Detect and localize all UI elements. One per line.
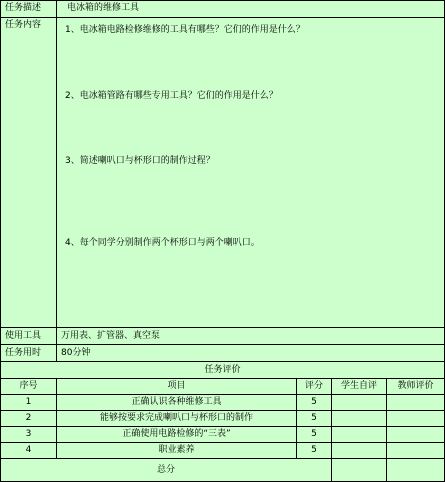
eval-header-score: 评分: [297, 379, 332, 395]
eval-row-4-score: 5: [297, 443, 332, 459]
eval-row-3-score: 5: [297, 427, 332, 443]
total-teacher: [387, 459, 445, 482]
eval-row-3-self: [332, 427, 387, 443]
eval-row-1-teacher: [387, 395, 445, 411]
eval-row-1-item: 正确认识各种维修工具: [57, 395, 297, 411]
time-label: 任务用时: [1, 345, 57, 362]
eval-row-4-no: 4: [1, 443, 57, 459]
eval-row-2-no: 2: [1, 411, 57, 427]
eval-header-self: 学生自评: [332, 379, 387, 395]
eval-row-3-item: 正确使用电路检修的“三表”: [57, 427, 297, 443]
evaluation-title: 任务评价: [1, 362, 445, 379]
eval-header-teacher: 教师评价: [387, 379, 445, 395]
tools-value: 万用表、扩管器、真空泵: [57, 328, 445, 345]
question-1: 1、电冰箱电路检修维修的工具有哪些？它们的作用是什么？: [65, 25, 305, 35]
eval-row-2-item: 能够按要求完成喇叭口与杯形口的制作: [57, 411, 297, 427]
eval-row-3-teacher: [387, 427, 445, 443]
tools-label: 使用工具: [1, 328, 57, 345]
question-3: 3、简述喇叭口与杯形口的制作过程？: [65, 156, 215, 166]
eval-row-3-no: 3: [1, 427, 57, 443]
eval-row-4-teacher: [387, 443, 445, 459]
eval-row-4-item: 职业素养: [57, 443, 297, 459]
eval-row-1-no: 1: [1, 395, 57, 411]
task-description-label: 任务描述: [1, 1, 57, 18]
time-value: 80分钟: [57, 345, 445, 362]
total-label: 总分: [1, 459, 332, 482]
eval-row-2-teacher: [387, 411, 445, 427]
eval-row-4-self: [332, 443, 387, 459]
task-description-value: 电冰箱的维修工具: [57, 1, 445, 18]
question-4: 4、每个同学分别制作两个杯形口与两个喇叭口。: [65, 238, 260, 248]
task-content-body: [57, 18, 445, 328]
eval-row-1-score: 5: [297, 395, 332, 411]
eval-row-2-score: 5: [297, 411, 332, 427]
eval-row-2-self: [332, 411, 387, 427]
task-content-label: 任务内容: [1, 18, 57, 328]
eval-header-item: 项目: [57, 379, 297, 395]
total-self: [332, 459, 387, 482]
question-2: 2、电冰箱管路有哪些专用工具？它们的作用是什么？: [65, 91, 278, 101]
eval-row-1-self: [332, 395, 387, 411]
eval-header-no: 序号: [1, 379, 57, 395]
